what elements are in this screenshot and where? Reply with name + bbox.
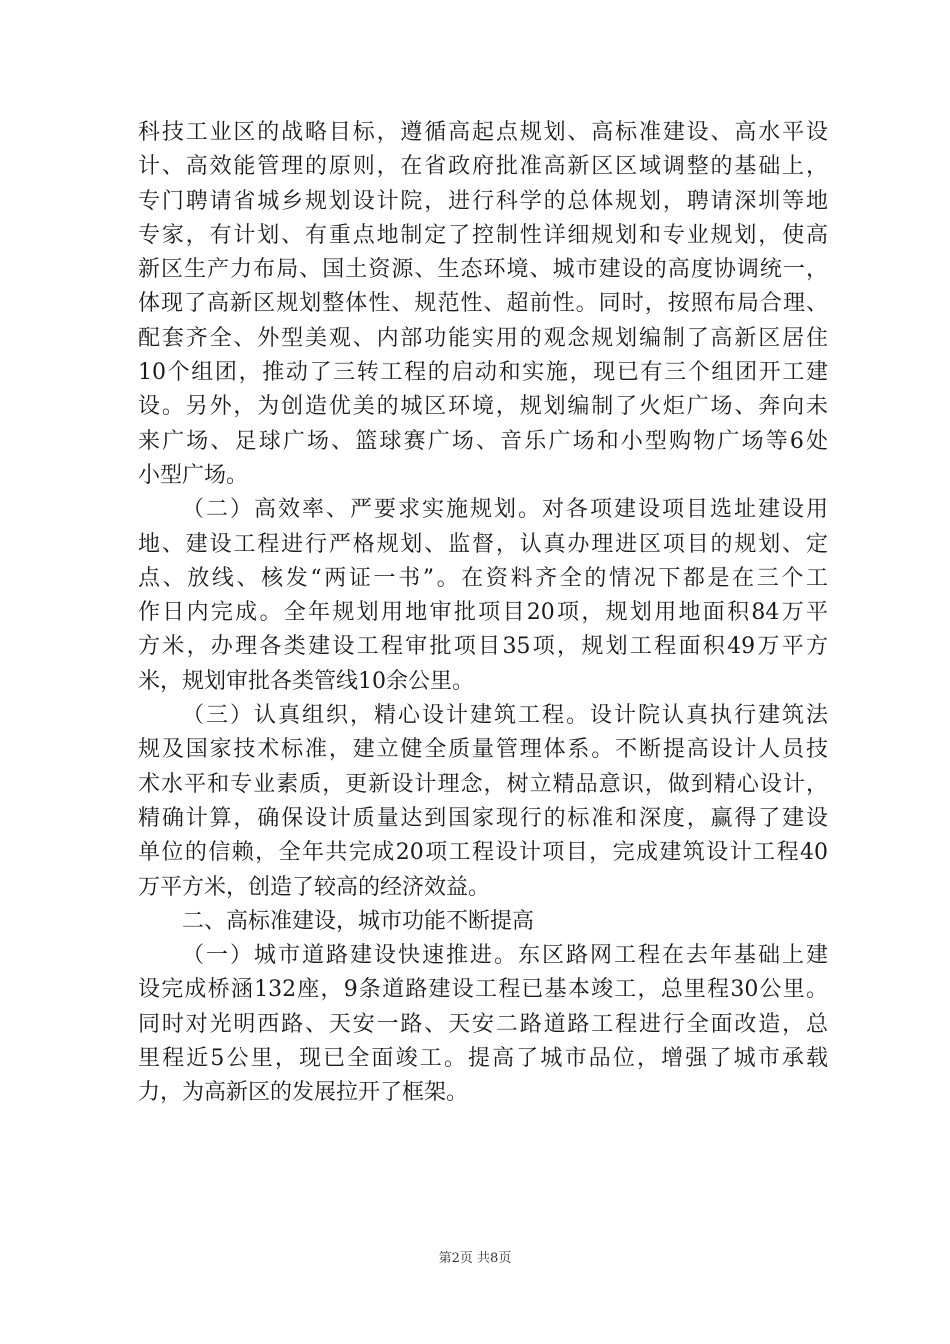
- text-line: 同时对光明西路、天安一路、天安二路道路工程进行全面改造，总: [138, 1011, 828, 1037]
- text-line: 精确计算，确保设计质量达到国家现行的标准和深度，赢得了建设: [138, 805, 828, 831]
- text-line: 计、高效能管理的原则，在省政府批准高新区区域调整的基础上，: [138, 154, 828, 180]
- text-line: 规及国家技术标准，建立健全质量管理体系。不断提高设计人员技: [138, 737, 828, 763]
- text-line: 设完成桥涵132座，9条道路建设工程已基本竣工，总里程30公里。: [138, 977, 828, 1003]
- text-line: 设。另外，为创造优美的城区环境，规划编制了火炬广场、奔向未: [138, 394, 828, 420]
- text-line: 科技工业区的战略目标，遵循高起点规划、高标准建设、高水平设: [138, 120, 828, 145]
- text-line: 配套齐全、外型美观、内部功能实用的观念规划编制了高新区居住: [138, 325, 828, 351]
- text-line: （三）认真组织，精心设计建筑工程。设计院认真执行建筑法: [182, 703, 828, 729]
- text-line: 方米，办理各类建设工程审批项目35项，规划工程面积49万平方: [138, 634, 828, 660]
- text-line: 小型广场。: [138, 462, 249, 488]
- text-line: 术水平和专业素质，更新设计理念，树立精品意识，做到精心设计，: [138, 771, 828, 797]
- text-line: 二、高标准建设，城市功能不断提高: [182, 908, 535, 934]
- text-line: 单位的信赖，全年共完成20项工程设计项目，完成建筑设计工程40: [138, 840, 828, 866]
- text-line: 专门聘请省城乡规划设计院，进行科学的总体规划，聘请深圳等地: [138, 188, 828, 214]
- text-line: 地、建设工程进行严格规划、监督，认真办理进区项目的规划、定: [138, 531, 828, 557]
- text-line: 专家，有计划、有重点地制定了控制性详细规划和专业规划，使高: [138, 222, 828, 248]
- body-text: [138, 116, 828, 1111]
- text-line: （一）城市道路建设快速推进。东区路网工程在去年基础上建: [182, 943, 828, 969]
- text-line: 米，规划审批各类管线10余公里。: [138, 668, 474, 694]
- text-line: 来广场、足球广场、篮球赛广场、音乐广场和小型购物广场等6处: [138, 428, 828, 454]
- text-line: 10个组团，推动了三转工程的启动和实施，现已有三个组团开工建: [138, 360, 828, 386]
- text-line: 体现了高新区规划整体性、规范性、超前性。同时，按照布局合理、: [138, 291, 828, 317]
- page-number-label: 第2页 共8页: [438, 1251, 512, 1266]
- text-line: 力，为高新区的发展拉开了框架。: [138, 1080, 469, 1106]
- text-line: （二）高效率、严要求实施规划。对各项建设项目选址建设用: [182, 497, 828, 523]
- text-line: 里程近5公里，现已全面竣工。提高了城市品位，增强了城市承载: [138, 1046, 828, 1072]
- text-line: 新区生产力布局、国土资源、生态环境、城市建设的高度协调统一，: [138, 257, 828, 283]
- text-line: 万平方米，创造了较高的经济效益。: [138, 874, 491, 900]
- page-footer: [0, 1247, 950, 1266]
- text-line: 作日内完成。全年规划用地审批项目20项，规划用地面积84万平: [138, 600, 828, 626]
- text-line: 点、放线、核发“两证一书”。在资料齐全的情况下都是在三个工: [138, 565, 828, 591]
